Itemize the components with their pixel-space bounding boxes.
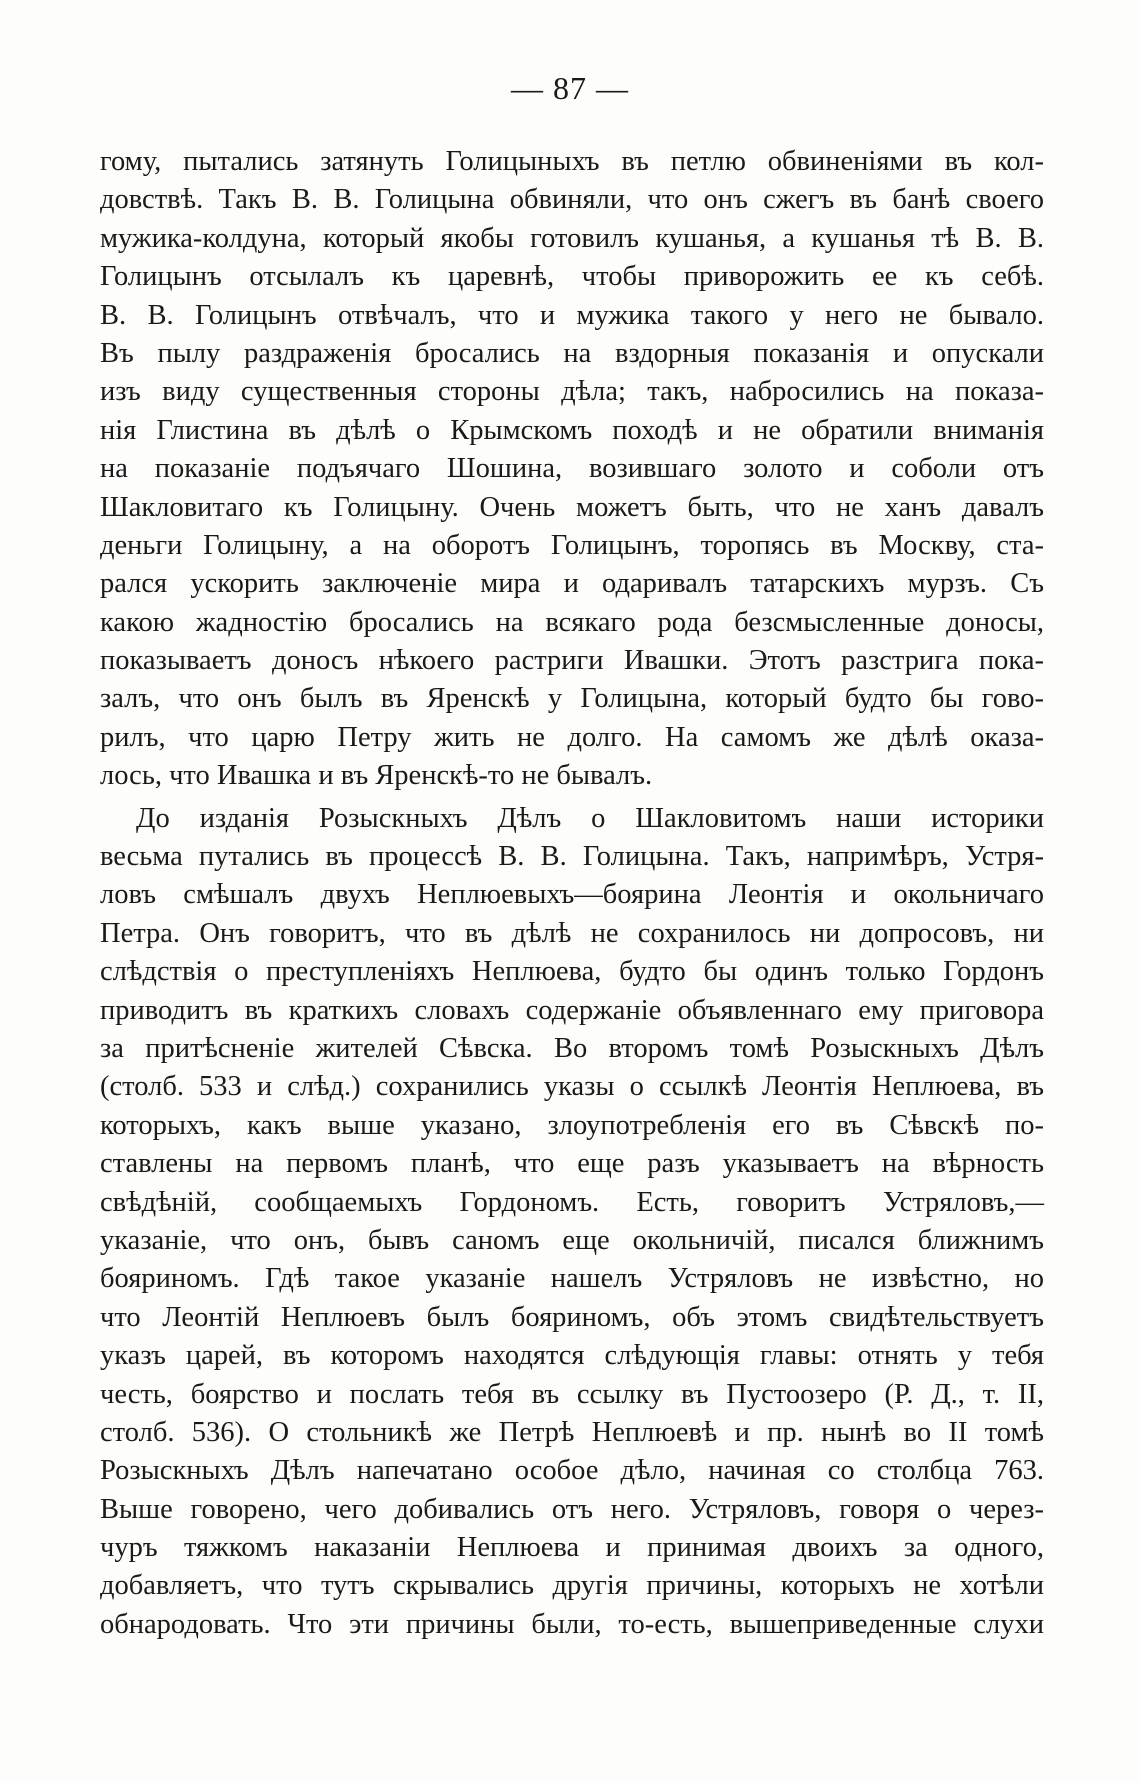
- text-line: бояриномъ. Гдѣ такое указаніе нашелъ Устряловъ не извѣстно, но: [100, 1263, 1044, 1295]
- text-line: добавляетъ, что тутъ скрывались другія причины, которыхъ не хотѣли: [100, 1570, 1044, 1602]
- text-line: за притѣсненіе жителей Сѣвска. Во второмъ томѣ Розыскныхъ Дѣлъ: [100, 1032, 1044, 1064]
- text-line: обнародовать. Что эти причины были, то-есть, вышеприведенные слухи: [100, 1608, 1044, 1640]
- text-line: довствѣ. Такъ В. В. Голицына обвиняли, что онъ сжегъ въ банѣ своего: [100, 184, 1044, 216]
- text-line: Шакловитаго къ Голицыну. Очень можетъ быть, что не ханъ давалъ: [100, 491, 1044, 523]
- text-line: нія Глистина въ дѣлѣ о Крымскомъ походѣ и не обратили вниманія: [100, 414, 1044, 446]
- text-line: мужика-колдуна, который якобы готовилъ кушанья, а кушанья тѣ В. В.: [100, 222, 1044, 254]
- text-line: Выше говорено, чего добивались отъ него. Устряловъ, говоря о через-: [100, 1493, 1044, 1525]
- text-line: столб. 536). О стольникѣ же Петрѣ Неплюевѣ и пр. нынѣ во II томѣ: [100, 1416, 1044, 1448]
- text-line: честь, боярство и послать тебя въ ссылку въ Пустоозеро (Р. Д., т. II,: [100, 1378, 1044, 1410]
- text-line: ловъ смѣшалъ двухъ Неплюевыхъ—боярина Леонтія и окольничаго: [100, 879, 1044, 911]
- text-line: какою жадностію бросались на всякаго рода безсмысленные доносы,: [100, 606, 1044, 638]
- text-line: изъ виду существенныя стороны дѣла; такъ, набросились на показа-: [100, 376, 1044, 408]
- text-line: (столб. 533 и слѣд.) сохранились указы о ссылкѣ Леонтія Неплюева, въ: [100, 1071, 1044, 1103]
- text-line: Розыскныхъ Дѣлъ напечатано особое дѣло, начиная со столбца 763.: [100, 1455, 1044, 1487]
- text-line: что Леонтій Неплюевъ былъ бояриномъ, объ этомъ свидѣтельствуетъ: [100, 1301, 1044, 1333]
- text-line: приводитъ въ краткихъ словахъ содержаніе объявленнаго ему приговора: [100, 994, 1044, 1026]
- text-line: деньги Голицыну, а на оборотъ Голицынъ, торопясь въ Москву, ста-: [100, 529, 1044, 561]
- text-line: В. В. Голицынъ отвѣчалъ, что и мужика такого у него не бывало.: [100, 299, 1044, 331]
- text-line: До изданія Розыскныхъ Дѣлъ о Шакловитомъ наши историки: [136, 802, 1044, 834]
- text-line: весьма путались въ процессѣ В. В. Голицына. Такъ, напримѣръ, Устря-: [100, 841, 1044, 873]
- text-line: ставлены на первомъ планѣ, что еще разъ указываетъ на вѣрность: [100, 1148, 1044, 1180]
- text-line: на показаніе подъячаго Шошина, возившаго золото и соболи отъ: [100, 453, 1044, 485]
- text-line: чуръ тяжкомъ наказаніи Неплюева и принимая двоихъ за одного,: [100, 1532, 1044, 1564]
- text-line: указаніе, что онъ, бывъ саномъ еще окольничій, писался ближнимъ: [100, 1224, 1044, 1256]
- text-line: указъ царей, въ которомъ находятся слѣдующія главы: отнять у тебя: [100, 1340, 1044, 1372]
- text-line: показываетъ доносъ нѣкоего растриги Ивашки. Этотъ разстрига пока-: [100, 645, 1044, 677]
- text-line: которыхъ, какъ выше указано, злоупотребленія его въ Сѣвскѣ по-: [100, 1109, 1044, 1141]
- text-line: рался ускорить заключеніе мира и одаривалъ татарскихъ мурзъ. Съ: [100, 568, 1044, 600]
- text-line: Петра. Онъ говоритъ, что въ дѣлѣ не сохранилось ни допросовъ, ни: [100, 917, 1044, 949]
- text-line: Въ пылу раздраженія бросались на вздорныя показанія и опускали: [100, 337, 1044, 369]
- text-line: лось, что Ивашка и въ Яренскѣ-то не бывалъ.: [100, 760, 653, 792]
- page-body: [100, 143, 1044, 1644]
- text-line: залъ, что онъ былъ въ Яренскѣ у Голицына, который будто бы гово-: [100, 683, 1044, 715]
- text-line: Голицынъ отсылалъ къ царевнѣ, чтобы приворожить ее къ себѣ.: [100, 261, 1044, 293]
- text-line: свѣдѣній, сообщаемыхъ Гордономъ. Есть, говоритъ Устряловъ,—: [100, 1186, 1044, 1218]
- text-line: гому, пытались затянуть Голицыныхъ въ петлю обвиненіями въ кол-: [100, 146, 1044, 177]
- text-line: слѣдствія о преступленіяхъ Неплюева, будто бы одинъ только Гордонъ: [100, 956, 1044, 988]
- page-number: — 87 —: [511, 70, 629, 106]
- paragraph-1: [100, 143, 1044, 796]
- paragraph-2: [100, 800, 1044, 1645]
- text-line: рилъ, что царю Петру жить не долго. На самомъ же дѣлѣ оказа-: [100, 721, 1044, 753]
